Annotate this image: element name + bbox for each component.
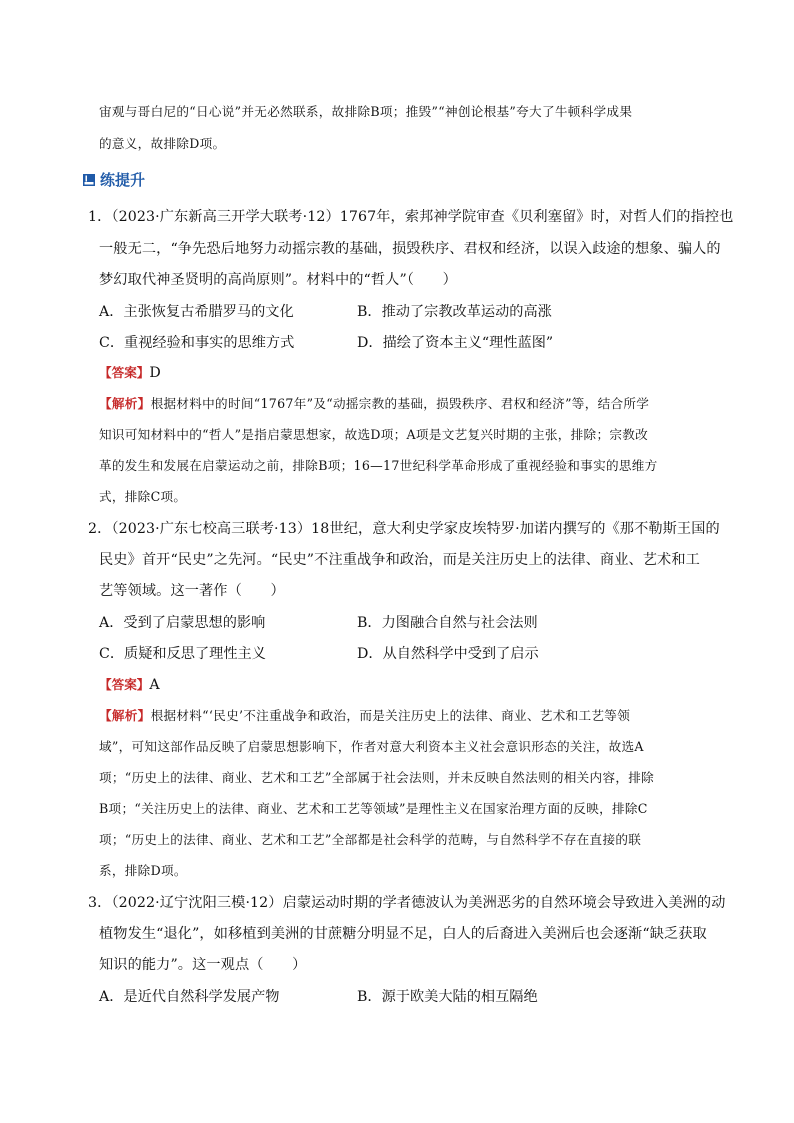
question-1-option-a[interactable]: A．主张恢复古希腊罗马的文化 (99, 304, 294, 320)
question-1-line-1: 1．（2023·广东新高三开学大联考·12）1767年，索邦神学院审查《贝利塞留》时，对哲人们的指控也 (88, 209, 734, 225)
question-2-analysis-line-1 (99, 705, 630, 724)
analysis-text: 根据材料“‘民史’不注重战争和政治，而是关注历史上的法律、商业、艺术和工艺等领 (150, 708, 631, 723)
question-1-answer (99, 362, 161, 381)
section-title: 练提升 (100, 171, 146, 189)
question-1-line-3: 梦幻取代神圣贤明的高尚原则”。材料中的“哲人”（ ） (99, 272, 457, 288)
answer-tag: 【答案】 (99, 365, 150, 380)
prev-analysis-line-1: 宙观与哥白尼的“日心说”并无必然联系，故排除B项；推毁”“神创论根基”夸大了牛顿科学成果 (99, 104, 633, 119)
analysis-tag: 【解析】 (99, 708, 151, 723)
answer-value: A (149, 677, 160, 693)
question-1-option-c[interactable]: C．重视经验和事实的思维方式 (99, 335, 295, 351)
question-1-option-b[interactable]: B．推动了宗教改革运动的高涨 (357, 304, 552, 320)
question-3-option-b[interactable]: B．源于欧美大陆的相互隔绝 (357, 989, 538, 1005)
question-2-answer (99, 674, 160, 693)
question-2-analysis-line-5: 项；“历史上的法律、商业、艺术和工艺”全部都是社会科学的范畴，与自然科学不存在直接的联 (99, 832, 642, 847)
question-1-line-2: 一般无二，“争先恐后地努力动摇宗教的基础，损毁秩序、君权和经济，以误入歧途的想象、骗人的 (99, 241, 721, 257)
book-icon (82, 173, 96, 187)
question-3-line-3: 知识的能力”。这一观点（ ） (99, 957, 307, 973)
question-1-analysis-line-4: 式，排除C项。 (99, 489, 187, 504)
question-1-analysis-line-3: 革的发生和发展在启蒙运动之前，排除B项；16—17世纪科学革命形成了重视经验和事实的思维方 (99, 458, 658, 473)
question-3-line-2: 植物发生“退化”，如移植到美洲的甘蔗糖分明显不足，白人的后裔进入美洲后也会逐渐“缺乏获取 (99, 926, 707, 942)
question-2-analysis-line-6: 系，排除D项。 (99, 863, 187, 878)
question-2-analysis-line-2: 域”，可知这部作品反映了启蒙思想影响下，作者对意大利资本主义社会意识形态的关注，故选A (99, 739, 644, 754)
question-2-line-3: 艺等领域。这一著作（ ） (99, 583, 285, 599)
question-2-line-1: 2．（2023·广东七校高三联考·13）18世纪，意大利史学家皮埃特罗·加诺内撰写的《那不勒斯王国的 (88, 521, 720, 537)
question-2-option-a[interactable]: A．受到了启蒙思想的影响 (99, 615, 266, 631)
question-1-analysis-line-1 (99, 393, 649, 412)
analysis-tag: 【解析】 (99, 396, 151, 411)
answer-tag: 【答案】 (99, 677, 150, 692)
analysis-text: 根据材料中的时间“1767年”及“动摇宗教的基础，损毁秩序、君权和经济”等，结合所学 (150, 396, 650, 411)
question-2-option-d[interactable]: D．从自然科学中受到了启示 (357, 646, 539, 662)
question-3-option-a[interactable]: A．是近代自然科学发展产物 (99, 989, 280, 1005)
question-2-option-c[interactable]: C．质疑和反思了理性主义 (99, 646, 266, 662)
question-2-analysis-line-4: B项；“关注历史上的法律、商业、艺术和工艺等领域”是理性主义在国家治理方面的反映，排除C (99, 801, 648, 816)
question-2-option-b[interactable]: B．力图融合自然与社会法则 (357, 615, 538, 631)
question-1-option-d[interactable]: D．描绘了资本主义“理性蓝图” (357, 335, 554, 351)
answer-value: D (149, 365, 161, 381)
question-2-analysis-line-3: 项；“历史上的法律、商业、艺术和工艺”全部属于社会法则，并未反映自然法则的相关内容，排除 (99, 770, 655, 785)
question-2-line-2: 民史》首开“民史”之先河。“民史”不注重战争和政治，而是关注历史上的法律、商业、艺术和工 (99, 552, 700, 568)
question-1-analysis-line-2: 知识可知材料中的“哲人”是指启蒙思想家，故选D项；A项是文艺复兴时期的主张，排除；宗教改 (99, 427, 649, 442)
section-header (82, 169, 145, 190)
prev-analysis-line-2: 的意义，故排除D项。 (99, 136, 226, 151)
question-3-line-1: 3．（2022·辽宁沈阳三模·12）启蒙运动时期的学者德波认为美洲恶劣的自然环境会导致进入美洲的动 (88, 895, 726, 911)
